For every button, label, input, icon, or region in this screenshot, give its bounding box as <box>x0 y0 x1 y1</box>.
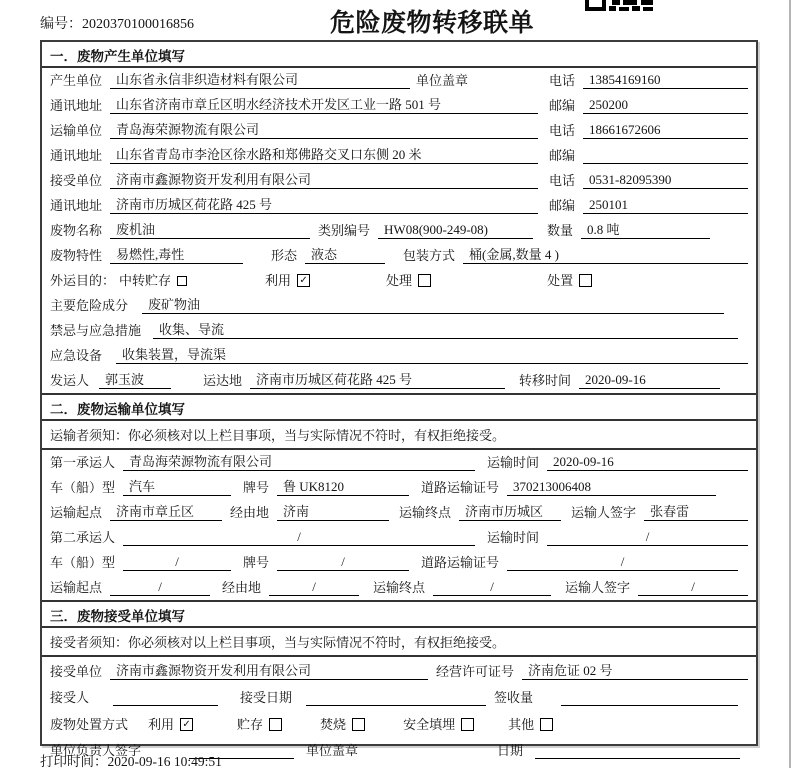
purpose-transfer-checkbox <box>177 276 187 286</box>
route2-end-label: 运输终点 <box>373 580 426 595</box>
route2-row <box>42 575 756 600</box>
destination-value: 济南市历城区荷花路 425 号 <box>250 369 505 389</box>
packing-label: 包装方式 <box>403 248 456 263</box>
serial-label: 编号： <box>40 17 82 32</box>
purpose-utilize-checkbox: ✓ <box>297 274 310 287</box>
purpose-transfer-label: 中转贮存 <box>119 273 172 288</box>
waste-form-label: 形态 <box>271 248 298 263</box>
serial-number <box>40 13 194 33</box>
disposal-store-label: 贮存 <box>237 716 264 732</box>
section3-header: 三．废物接受单位填写 <box>42 600 756 628</box>
receiver-label: 接受单位 <box>50 173 103 188</box>
purpose-label: 外运目的： <box>50 273 116 288</box>
purpose-utilize-label: 利用 <box>265 273 292 288</box>
page-edge-line <box>789 0 791 768</box>
carrier1-row <box>42 450 756 475</box>
receiver-zip-value: 250101 <box>583 197 748 214</box>
route2-start-value: / <box>110 579 210 596</box>
receipt-qty-value <box>561 690 738 706</box>
purpose-dispose-label: 处置 <box>547 273 574 288</box>
dispatch-row <box>42 368 756 393</box>
producer-addr-label: 通讯地址 <box>50 98 103 113</box>
accept-date-label: 接受日期 <box>240 690 293 705</box>
producer-label: 产生单位 <box>50 73 103 88</box>
disposal-other-checkbox <box>540 718 553 731</box>
destination-label: 运达地 <box>203 373 243 388</box>
vehicle2-cert-label: 道路运输证号 <box>421 555 500 570</box>
producer-seal-label: 单位盖章 <box>416 73 469 88</box>
manifest-form <box>40 40 758 758</box>
transfer-time-value: 2020-09-16 <box>579 372 720 389</box>
waste-category-value: HW08(900-249-08) <box>378 222 533 239</box>
receiver-addr-label: 通讯地址 <box>50 198 103 213</box>
accept-unit-row <box>42 657 756 684</box>
disposal-burn-checkbox <box>352 718 365 731</box>
producer-zip-value: 250200 <box>583 97 748 114</box>
carrier2-time-value: / <box>547 529 748 546</box>
section2-header: 二．废物运输单位填写 <box>42 393 756 421</box>
waste-name-label: 废物名称 <box>50 223 103 238</box>
waste-category-label: 类别编号 <box>318 223 371 238</box>
measures-label: 禁忌与应急措施 <box>50 323 142 338</box>
vehicle1-cert-value: 370213006408 <box>507 479 716 496</box>
sign-date-value <box>535 743 740 759</box>
vehicle2-type-label: 车（船）型 <box>50 555 116 570</box>
dispatcher-label: 发运人 <box>50 373 90 388</box>
transporter-row <box>42 118 756 143</box>
hazard-value: 废矿物油 <box>142 294 724 314</box>
measures-row <box>42 318 756 343</box>
receiver-addr-value: 济南市历城区荷花路 425 号 <box>110 194 538 214</box>
purpose-treat-label: 处理 <box>386 273 413 288</box>
route2-via-value: / <box>269 579 359 596</box>
waste-form-value: 液态 <box>305 244 385 264</box>
responsible-sign-label: 单位负责人签字 <box>50 743 142 758</box>
purpose-dispose-checkbox <box>579 274 592 287</box>
equipment-row <box>42 343 756 368</box>
transporter-zip-value <box>583 148 748 164</box>
purpose-treat-checkbox <box>418 274 431 287</box>
vehicle2-type-value: / <box>123 554 231 571</box>
transporter-notice: 运输者须知：你必须核对以上栏目事项，当与实际情况不符时，有权拒绝接受。 <box>42 421 756 450</box>
vehicle1-type-value: 汽车 <box>123 476 231 496</box>
waste-qty-label: 数量 <box>547 223 574 238</box>
disposal-landfill-label: 安全填埋 <box>403 716 456 732</box>
waste-name-row <box>42 218 756 243</box>
disposal-store-checkbox <box>269 718 282 731</box>
route1-end-label: 运输终点 <box>399 505 452 520</box>
receipt-qty-label: 签收量 <box>494 690 534 705</box>
producer-addr-value: 山东省济南市章丘区明水经济技术开发区工业一路 501 号 <box>110 94 538 114</box>
waste-qty-value: 0.8 吨 <box>581 219 710 239</box>
route1-sign-value: 张春雷 <box>644 501 748 521</box>
vehicle1-plate-label: 牌号 <box>243 480 270 495</box>
producer-tel-value: 13854169160 <box>583 72 748 89</box>
vehicle2-cert-value: / <box>507 554 738 571</box>
route1-end-value: 济南市历城区 <box>459 501 561 521</box>
route2-via-label: 经由地 <box>222 580 262 595</box>
transporter-address-row <box>42 143 756 168</box>
transporter-value: 青岛海荣源物流有限公司 <box>110 119 538 139</box>
vehicle1-type-label: 车（船）型 <box>50 480 116 495</box>
transporter-zip-label: 邮编 <box>548 148 575 163</box>
measures-value: 收集、导流 <box>153 319 738 339</box>
disposal-row <box>42 710 756 737</box>
receiver-address-row <box>42 193 756 218</box>
waste-character-row <box>42 243 756 268</box>
sign-date-label: 日期 <box>496 743 523 758</box>
hazard-row <box>42 293 756 318</box>
vehicle1-cert-label: 道路运输证号 <box>421 480 500 495</box>
producer-zip-label: 邮编 <box>548 98 575 113</box>
route1-start-value: 济南市章丘区 <box>110 501 222 521</box>
vehicle1-row <box>42 475 756 500</box>
waste-character-value: 易燃性,毒性 <box>110 244 243 264</box>
receiver-zip-label: 邮编 <box>548 198 575 213</box>
producer-address-row <box>42 93 756 118</box>
vehicle2-plate-value: / <box>277 554 409 571</box>
producer-value: 山东省永信非织造材料有限公司 <box>110 69 410 89</box>
route1-start-label: 运输起点 <box>50 505 103 520</box>
disposal-landfill-checkbox <box>461 718 474 731</box>
receiver-notice: 接受者须知：你必须核对以上栏目事项，当与实际情况不符时，有权拒绝接受。 <box>42 628 756 657</box>
route2-start-label: 运输起点 <box>50 580 103 595</box>
route2-end-value: / <box>433 579 551 596</box>
qr-code-fragment <box>585 0 653 12</box>
acceptor-label: 接受人 <box>50 690 90 705</box>
route1-sign-label: 运输人签字 <box>571 505 637 520</box>
carrier1-value: 青岛海荣源物流有限公司 <box>123 451 475 471</box>
accept-unit-value: 济南市鑫源物资开发利用有限公司 <box>110 660 428 680</box>
disposal-utilize-label: 利用 <box>148 716 175 732</box>
carrier1-time-label: 运输时间 <box>487 455 540 470</box>
carrier1-time-value: 2020-09-16 <box>547 454 748 471</box>
disposal-utilize-checkbox: ✓ <box>180 718 193 731</box>
hazard-label: 主要危险成分 <box>50 298 129 313</box>
disposal-other-label: 其他 <box>508 716 535 732</box>
equipment-label: 应急设备 <box>50 348 103 363</box>
disposal-burn-label: 焚烧 <box>320 716 347 732</box>
receiver-tel-label: 电话 <box>548 173 575 188</box>
accept-unit-label: 接受单位 <box>50 663 103 679</box>
purpose-row <box>42 268 756 293</box>
transfer-time-label: 转移时间 <box>519 373 572 388</box>
acceptor-value <box>113 690 218 706</box>
page-title: 危险废物转移联单 <box>330 10 535 37</box>
license-label: 经营许可证号 <box>436 663 515 679</box>
transporter-addr-value: 山东省青岛市李沧区徐水路和郑佛路交叉口东侧 20 米 <box>110 144 538 164</box>
route1-via-value: 济南 <box>277 501 389 521</box>
receiver-row <box>42 168 756 193</box>
acceptor-row <box>42 684 756 711</box>
transporter-label: 运输单位 <box>50 123 103 138</box>
transporter-tel-value: 18661672606 <box>583 122 748 139</box>
receiver-tel-value: 0531-82095390 <box>583 172 748 189</box>
waste-character-label: 废物特性 <box>50 248 103 263</box>
route2-sign-value: / <box>638 579 748 596</box>
transporter-addr-label: 通讯地址 <box>50 148 103 163</box>
carrier2-value: / <box>123 529 475 546</box>
carrier1-label: 第一承运人 <box>50 455 116 470</box>
vehicle2-row <box>42 550 756 575</box>
carrier2-row <box>42 525 756 550</box>
carrier2-label: 第二承运人 <box>50 530 116 545</box>
route2-sign-label: 运输人签字 <box>565 580 631 595</box>
route1-row <box>42 500 756 525</box>
section1-header: 一．废物产生单位填写 <box>42 42 756 68</box>
carrier2-time-label: 运输时间 <box>487 530 540 545</box>
vehicle2-plate-label: 牌号 <box>243 555 270 570</box>
accept-date-value <box>306 690 486 706</box>
waste-name-value: 废机油 <box>110 219 310 239</box>
packing-value: 桶(金属,数量 4 ) <box>463 244 748 264</box>
producer-row <box>42 68 756 93</box>
route1-via-label: 经由地 <box>230 505 270 520</box>
disposal-label: 废物处置方式 <box>50 716 129 732</box>
receiver-value: 济南市鑫源物资开发利用有限公司 <box>110 169 538 189</box>
license-value: 济南危证 02 号 <box>522 660 748 680</box>
equipment-value: 收集装置，导流渠 <box>116 344 748 364</box>
dispatcher-value: 郭玉波 <box>99 369 171 389</box>
producer-tel-label: 电话 <box>548 73 575 88</box>
vehicle1-plate-value: 鲁 UK8120 <box>277 476 409 496</box>
print-time: 打印时间：2020-09-16 10:49:51 <box>40 754 222 768</box>
transporter-tel-label: 电话 <box>548 123 575 138</box>
unit-seal-label: 单位盖章 <box>306 743 359 758</box>
serial-value: 2020370100016856 <box>82 17 194 32</box>
